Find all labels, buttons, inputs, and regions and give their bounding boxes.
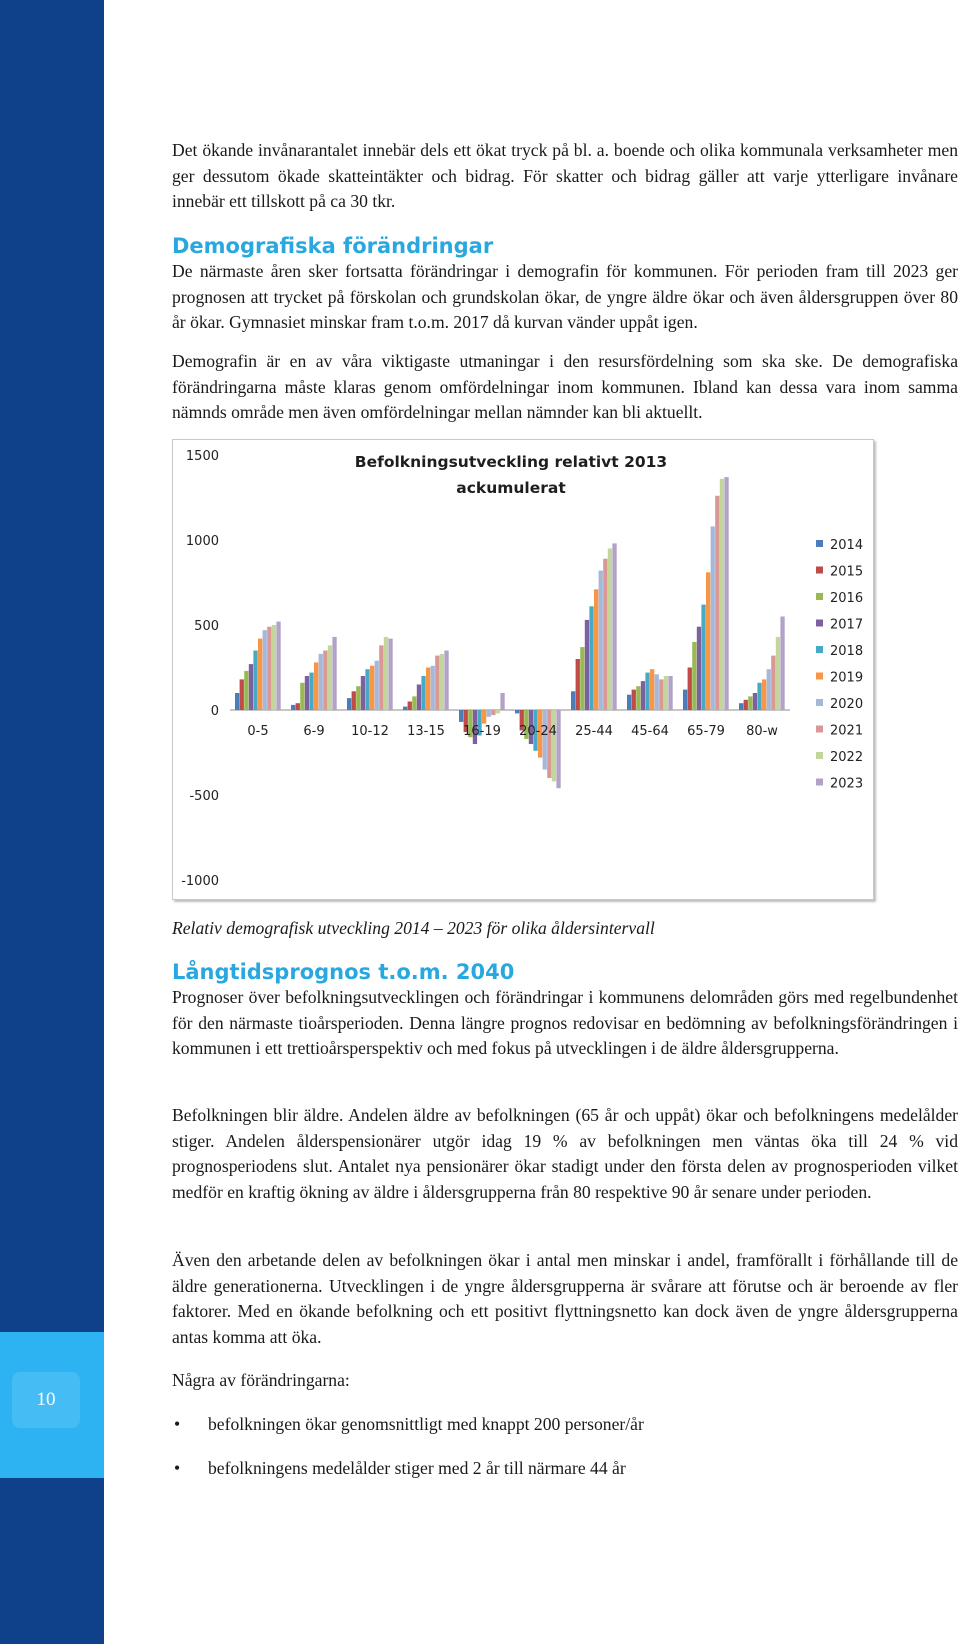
chart-bar [496, 710, 500, 713]
legend-swatch [816, 540, 823, 547]
chart-bar [388, 639, 392, 710]
chart-bar [356, 686, 360, 710]
chart-bar [365, 669, 369, 710]
legend-label: 2016 [830, 591, 864, 606]
category-label: 20-24 [519, 724, 557, 739]
chart-bar [421, 676, 425, 710]
chart-bar [272, 625, 276, 710]
chart-bar [571, 691, 575, 710]
chart-bar [776, 637, 780, 710]
chart-bar [235, 693, 239, 710]
chart-bar [780, 617, 784, 711]
y-tick-label: -1000 [181, 874, 219, 889]
legend-swatch [816, 620, 823, 627]
chart-bar [370, 666, 374, 710]
chart-bar [487, 710, 491, 717]
chart-bar [580, 647, 584, 710]
y-tick-label: -500 [189, 789, 219, 804]
chart-bar [645, 673, 649, 710]
legend-swatch [816, 593, 823, 600]
chart-bar [347, 698, 351, 710]
chart-title: ackumulerat [456, 479, 566, 497]
chart-bar [309, 673, 313, 710]
bullet-icon: • [174, 1414, 181, 1434]
chart-bar [276, 622, 280, 710]
chart-bar [724, 477, 728, 710]
chart-bar [753, 693, 757, 710]
chart-bar [328, 645, 332, 710]
section-heading-demografi: Demografiska förändringar [172, 234, 494, 258]
legend-swatch [816, 646, 823, 653]
category-label: 25-44 [575, 724, 613, 739]
category-label: 80-w [746, 724, 778, 739]
chart-bar [688, 668, 692, 711]
chart-bar [612, 543, 616, 710]
chart-bar [440, 654, 444, 710]
chart-bar [253, 651, 257, 711]
chart-bar [305, 676, 309, 710]
chart-bar [748, 696, 752, 710]
chart-bar [482, 710, 486, 724]
chart-bar [744, 700, 748, 710]
chart-bar [515, 710, 519, 713]
chart-bar [576, 659, 580, 710]
chart-bar [426, 668, 430, 711]
chart-bar [352, 691, 356, 710]
chart-bar [650, 669, 654, 710]
category-label: 0-5 [247, 724, 269, 739]
legend-swatch [816, 779, 823, 786]
legend-swatch [816, 726, 823, 733]
legend-swatch [816, 752, 823, 759]
chart-bar [659, 679, 663, 710]
category-label: 6-9 [303, 724, 325, 739]
category-label: 65-79 [687, 724, 725, 739]
langtid-paragraph-3: Även den arbetande delen av befolkningen ökar i antal men minskar i andel, framförallt i förhållande till de äldre generationerna. Utvecklingen i de yngre åldersgrupperna är svårare att förutse och är beroende av fler faktorer. Med en ökande befolkning och ett positivt flyttningsnetto kan dock även de yngre åldersgrupperna antas komma att öka. [172, 1250, 958, 1347]
legend-label: 2021 [830, 723, 864, 739]
demografi-paragraph-2: Demografin är en av våra viktigaste utmaningar i den resursfördelning som ska ske. De demografiska förändringarna måste klaras genom omfördelningar inom kommunen. Ibland kan dessa vara inom samma nämnds område men även omfördelningar mellan nämnder kan bli aktuellt. [172, 351, 958, 422]
chart-bar [403, 707, 407, 710]
chart-bar [697, 627, 701, 710]
chart-svg [173, 440, 873, 899]
legend-label: 2023 [830, 776, 864, 792]
chart-bar [762, 679, 766, 710]
chart-bar [412, 696, 416, 710]
chart-bar [323, 651, 327, 711]
chart-bar [706, 572, 710, 710]
chart-bar [589, 606, 593, 710]
chart-bar [244, 671, 248, 710]
legend-label: 2018 [830, 644, 864, 659]
list-item-text: befolkningens medelålder stiger med 2 år till närmare 44 år [208, 1458, 626, 1478]
chart-bar [431, 666, 435, 710]
chart-bar [720, 479, 724, 710]
category-label: 13-15 [407, 724, 445, 739]
chart-bar [771, 656, 775, 710]
chart-bar [599, 571, 603, 710]
chart-bar [384, 637, 388, 710]
chart-bar [240, 679, 244, 710]
legend-swatch [816, 699, 823, 706]
chart-bar [408, 702, 412, 711]
chart-bar [375, 661, 379, 710]
chart-bar [739, 703, 743, 710]
section-heading-langtid: Långtidsprognos t.o.m. 2040 [172, 960, 515, 984]
langtid-paragraph-4: Några av förändringarna: [172, 1370, 350, 1390]
chart-bar [361, 676, 365, 710]
chart-bar [296, 703, 300, 710]
legend-label: 2022 [830, 750, 864, 765]
chart-bar [632, 690, 636, 710]
population-chart [172, 439, 874, 900]
y-tick-label: 1500 [185, 449, 219, 464]
chart-bar [459, 710, 463, 722]
legend-swatch [816, 567, 823, 574]
chart-bar [636, 686, 640, 710]
chart-bar [711, 526, 715, 710]
intro-paragraph: Det ökande invånarantalet innebär dels ett ökat tryck på bl. a. boende och olika kommunala verksamheter men ger dessutom ökade skatteintäkter och bidrag. För skatter och bidrag gäller att varje ytterligare invånare innebär ett tillskott på ca 30 tkr. [172, 140, 958, 211]
chart-bar [668, 676, 672, 710]
chart-bar [692, 642, 696, 710]
chart-bar [379, 645, 383, 710]
langtid-paragraph-1: Prognoser över befolkningsutvecklingen och förändringar i kommunens delområden görs med regelbundenhet för den närmaste tioårsperioden. Denna längre prognos redovisar en bedömning av befolkningsförändringen i kommunen i ett trettioårsperspektiv och med fokus på utvecklingen i de äldre åldersgrupperna. [172, 987, 958, 1058]
chart-bar [319, 654, 323, 710]
chart-bar [263, 630, 267, 710]
langtid-paragraph-2: Befolkningen blir äldre. Andelen äldre av befolkningen (65 år och uppåt) ökar och befolkningens medelålder stiger. Andelen ålderspensionärer utgör idag 19 % av befolkningen men väntas öka till 24 % vid prognosperiodens slut. Antalet nya pensionärer ökar stadigt under den första delen av prognosperioden vilket medför en kraftig ökning av äldre i åldersgrupperna från 80 respektive 90 år senare under perioden. [172, 1105, 958, 1202]
chart-bar [314, 662, 318, 710]
chart-bar [603, 559, 607, 710]
bullet-icon: • [174, 1458, 181, 1478]
chart-bar [683, 690, 687, 710]
chart-bar [715, 496, 719, 710]
chart-bar [543, 710, 547, 770]
chart-bar [641, 681, 645, 710]
chart-bar [300, 683, 304, 710]
chart-bar [701, 605, 705, 710]
chart-bar [627, 695, 631, 710]
chart-bar [444, 651, 448, 711]
chart-bar [757, 683, 761, 710]
chart-bar [547, 710, 551, 778]
chart-caption: Relativ demografisk utveckling 2014 – 2023 för olika åldersintervall [172, 918, 655, 938]
chart-bar [258, 639, 262, 710]
chart-bar [594, 589, 598, 710]
chart-title: Befolkningsutveckling relativt 2013 [354, 453, 668, 471]
category-label: 45-64 [631, 724, 669, 739]
chart-bar [767, 669, 771, 710]
chart-bar [500, 693, 504, 710]
page-number: 10 [12, 1372, 80, 1428]
chart-bar [332, 637, 336, 710]
chart-bar [585, 620, 589, 710]
chart-bar [267, 627, 271, 710]
list-item-text: befolkningen ökar genomsnittligt med knappt 200 personer/år [208, 1414, 644, 1434]
chart-bar [556, 710, 560, 788]
chart-bar [655, 674, 659, 710]
legend-label: 2014 [830, 538, 864, 553]
chart-bar [435, 656, 439, 710]
chart-bar [608, 549, 612, 711]
legend-label: 2020 [830, 697, 864, 712]
demografi-paragraph-1: De närmaste åren sker fortsatta förändringar i demografin för kommunen. För perioden fram till 2023 ger prognosen att trycket på förskolan och grundskolan ökar, de yngre äldre ökar och även åldersgruppen över 80 år ökar. Gymnasiet minskar fram t.o.m. 2017 då kurvan vänder uppåt igen. [172, 261, 958, 332]
chart-bar [664, 676, 668, 710]
legend-label: 2019 [830, 670, 864, 686]
legend-label: 2015 [830, 564, 864, 580]
y-tick-label: 1000 [185, 534, 219, 549]
chart-bar [291, 705, 295, 710]
chart-bar [552, 710, 556, 781]
chart-bar [491, 710, 495, 715]
category-label: 10-12 [351, 724, 389, 739]
legend-swatch [816, 673, 823, 680]
legend-label: 2017 [830, 617, 864, 633]
chart-bar [417, 685, 421, 711]
y-tick-label: 500 [194, 619, 219, 634]
y-tick-label: 0 [210, 704, 219, 719]
category-label: 16-19 [463, 724, 501, 739]
chart-bar [249, 664, 253, 710]
